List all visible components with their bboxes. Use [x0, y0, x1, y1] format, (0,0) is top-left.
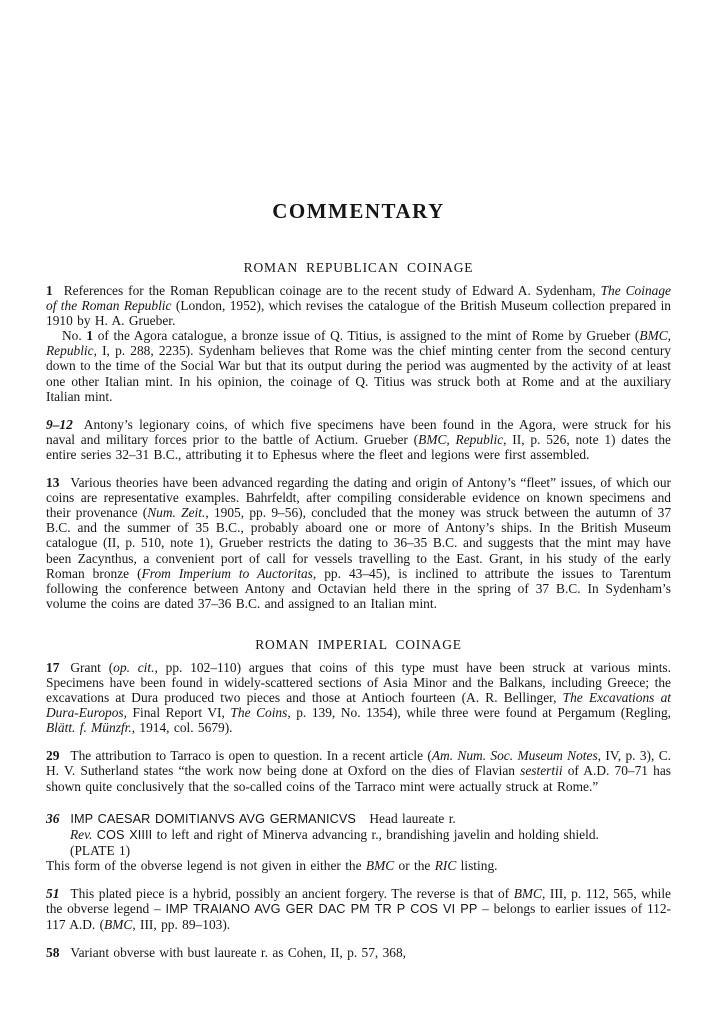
coin-legend: COS XIIII	[96, 827, 153, 842]
text-segment: Head laureate r.	[369, 810, 456, 826]
paragraph	[46, 283, 671, 328]
paragraph	[46, 843, 671, 858]
text-segment: BMC, Republic	[46, 328, 672, 359]
text-segment: References for the Roman Republican coinage are to the recent study of Edward A. Sydenham,	[63, 283, 601, 298]
coin-legend: IMP CAESAR DOMITIANVS AVG GERMANICVS	[70, 811, 356, 826]
text-segment: Various theories have been advanced regarding the dating and origin of Antony’s “fleet” issues, of which our coins are representative examples. Bahrfeldt, after compiling considerable evidence on known specimens and their provenance (	[46, 475, 671, 521]
text-segment: Grant (	[70, 659, 114, 675]
page-title: COMMENTARY	[272, 199, 445, 223]
text-segment: , p. 139, No. 1354), while three were found at Pergamum (Regling,	[287, 705, 672, 721]
text-segment: of the Agora catalogue, a bronze issue of Q. Titius, is assigned to the mint of Rome by Grueber (	[93, 328, 640, 344]
text-segment: Num. Zeit.	[147, 505, 206, 521]
text-segment: Antony’s legionary coins, of which five specimens have been found in the Agora, were struck for his naval and military forces prior to the battle of Actium. Grueber (	[46, 416, 671, 447]
text-segment: This plated piece is a hybrid, possibly an ancient forgery. The reverse is that of	[70, 886, 514, 901]
text-segment: – belongs to earlier issues of 112-117 A.D. (	[46, 901, 671, 933]
text-segment: , pp. 102–110) argues that coins of this type must have been struck at various mints. Specimens have been found in widely-scattered sections of Asia Minor and the Balkans, including Greece; the excavations at Dura produced two pieces and those at Antioch fourteen (A. R. Bellinger,	[46, 659, 671, 706]
text-segment: , 1914, col. 5679).	[131, 720, 233, 736]
entry-number: 13	[46, 475, 60, 491]
section-republican-paragraphs	[46, 283, 671, 611]
paragraph	[46, 858, 671, 873]
text-segment: The Coinage of the Roman Republic	[46, 283, 671, 314]
text-segment: 1	[86, 328, 94, 344]
entry-number: 36	[46, 810, 60, 826]
section-imperial-paragraphs	[46, 660, 671, 961]
entry-number: 29	[46, 748, 60, 764]
text-segment: From Imperium to Auctoritas	[141, 565, 313, 581]
text-segment: BMC	[104, 917, 133, 933]
entry-number: 17	[46, 659, 60, 675]
paragraph	[46, 475, 671, 611]
paragraph	[46, 827, 671, 843]
entry-number: 9–12	[46, 416, 73, 432]
paragraph	[46, 945, 671, 960]
text-segment: BMC, Republic	[418, 431, 504, 447]
text-segment: (London, 1952), which revises the catalogue of the British Museum collection prepared in 1910 by H. A. Grueber.	[46, 298, 671, 329]
paragraph	[46, 660, 671, 735]
text-segment: , pp. 43–45), is inclined to attribute the issues to Tarentum following the conference between Antony and Octavian held there in the spring of 37 B.C. In Sydenham’s volume the coins are dated 37–36 B.C. and assigned to an Italian mint.	[46, 565, 671, 611]
text-segment: BMC	[365, 857, 395, 873]
text-segment: , Final Report VI,	[123, 705, 231, 721]
text-segment: BMC	[513, 886, 542, 901]
text-segment: , II, p. 526, note 1) dates the entire series 32–31 B.C., attributing it to Ephesus where the fleet and legions were first assembled.	[46, 431, 671, 462]
paragraph	[46, 811, 671, 827]
entry-number: 1	[46, 283, 53, 298]
paragraph	[46, 417, 671, 462]
text-segment: or the	[394, 857, 435, 873]
text-segment: Rev.	[70, 826, 93, 842]
text-segment: Blätt. f. Münzfr.	[46, 720, 132, 736]
section-heading-republican: ROMAN REPUBLICAN COINAGE	[243, 260, 474, 275]
text-segment: , III, pp. 89–103).	[132, 917, 231, 933]
text-segment: This form of the obverse legend is not given in either the	[46, 857, 366, 873]
paragraph	[46, 886, 671, 932]
text-block	[46, 0, 671, 960]
entry-number: 51	[46, 886, 60, 901]
text-segment: RIC	[434, 857, 457, 873]
text-segment: (PLATE 1)	[70, 842, 131, 858]
text-segment: sestertii	[520, 763, 563, 779]
text-segment: The Excavations at Dura-Europos	[46, 690, 672, 721]
text-segment: The attribution to Tarraco is open to question. In a recent article (	[70, 748, 432, 764]
text-segment: , IV, p. 3), C. H. V. Sutherland states “the work now being done at Oxford on the dies of Flavian	[46, 748, 671, 779]
coin-legend: IMP TRAIANO AVG GER DAC PM TR P COS VI PP	[165, 902, 478, 917]
text-segment: No.	[62, 328, 87, 344]
text-segment: , 1905, pp. 9–56), concluded that the money was struck between the autumn of 37 B.C. and the summer of 35 B.C., probably aboard one or more of Antony’s ships. In the British Museum catalogue (II, p. 510, note 1), Grueber restricts the dating to 36–35 B.C. and suggests that the mint may have been Zacynthus, a convenient port of call for vessels travelling to the East. Grant, in his study of the early Roman bronze (	[46, 505, 672, 581]
text-segment: op. cit.	[113, 659, 155, 675]
entry-number: 58	[46, 945, 60, 961]
text-segment: listing.	[456, 857, 498, 873]
paragraph	[46, 748, 671, 793]
text-segment: Variant obverse with bust laureate r. as Cohen, II, p. 57, 368,	[70, 945, 407, 961]
section-heading-imperial: ROMAN IMPERIAL COINAGE	[255, 636, 462, 652]
text-segment: The Coins	[230, 705, 288, 721]
text-segment: , I, p. 288, 2235). Sydenham believes that Rome was the chief minting center from the second century down to the time of the Social War but that its output during the period was augmented by the activity of at least one other Italian mint. In his opinion, the coinage of Q. Titius was struck both at Rome and at the auxiliary Italian mint.	[46, 343, 671, 404]
text-segment: , III, p. 112, 565, while the obverse legend –	[46, 886, 671, 917]
text-segment	[356, 811, 369, 826]
text-segment: to left and right of Minerva advancing r., brandishing javelin and holding shield.	[152, 826, 599, 842]
text-segment: of A.D. 70–71 has shown quite conclusively that the so-called coins of the Tarraco mint were actually struck at Rome.”	[46, 763, 671, 794]
text-segment: Am. Num. Soc. Museum Notes	[431, 748, 598, 764]
paragraph	[46, 328, 671, 403]
